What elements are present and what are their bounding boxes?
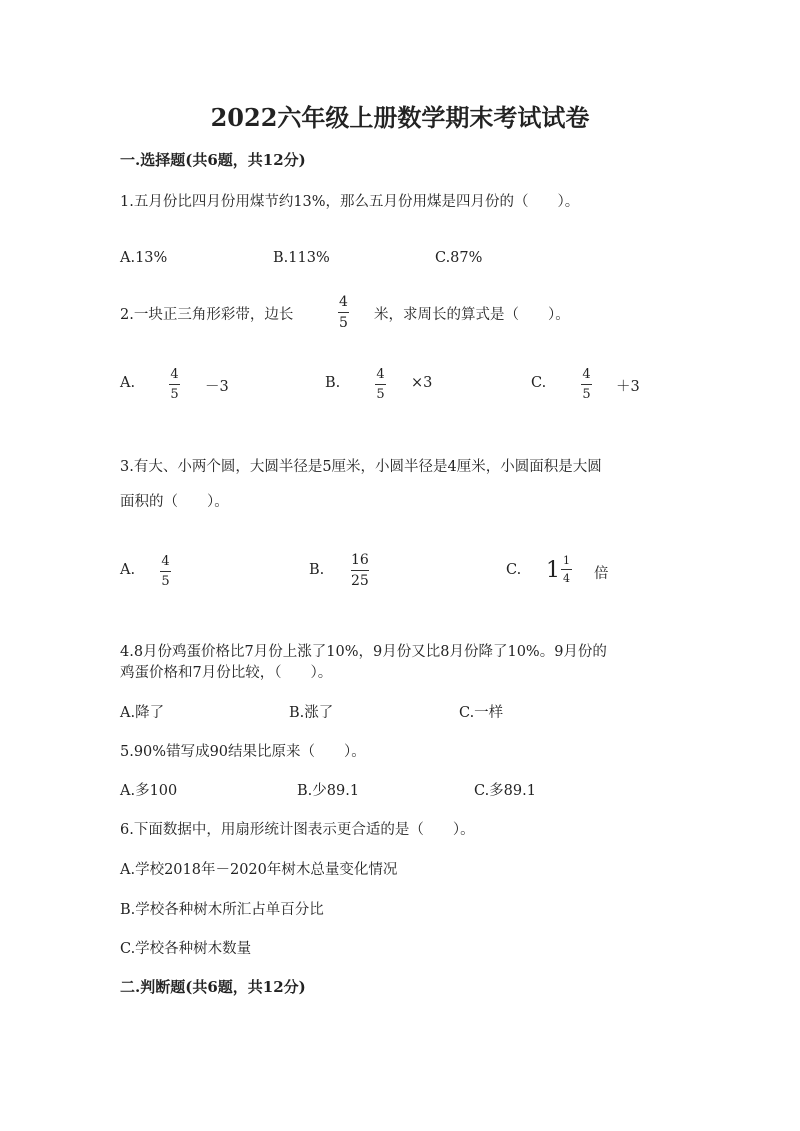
question-1-option-a: A.13% <box>120 250 168 266</box>
question-3-option-a-fraction <box>160 555 171 589</box>
question-3-line-2: 面积的（ ）。 <box>120 494 229 510</box>
question-2-option-b-operator: ×3 <box>411 375 433 391</box>
question-4-option-a: A.降了 <box>120 705 165 721</box>
question-2-stem-start: 2.一块正三角形彩带，边长 <box>120 307 294 323</box>
question-3-line-1: 3.有大、小两个圆，大圆半径是5厘米，小圆半径是4厘米，小圆面积是大圆 <box>120 459 602 475</box>
question-1-option-c: C.87% <box>435 250 483 266</box>
question-4-option-b: B.涨了 <box>289 705 334 721</box>
question-2-option-c-label: C. <box>531 375 547 391</box>
question-2-option-a-fraction <box>169 368 180 402</box>
section-heading-choice: 一.选择题(共6题，共12分) <box>120 151 306 169</box>
fraction-numerator: 4 <box>170 367 179 382</box>
fraction-numerator: 4 <box>339 294 348 310</box>
mixed-whole: 1 <box>546 557 560 583</box>
question-4-option-c: C.一样 <box>459 705 504 721</box>
question-3-option-c-label: C. <box>506 562 522 578</box>
question-3-option-b-fraction <box>351 553 369 589</box>
question-4-line-2: 鸡蛋价格和7月份比较，（ ）。 <box>120 665 333 681</box>
question-2-option-a-label: A. <box>120 375 136 391</box>
question-6-option-b: B.学校各种树木所汇占单百分比 <box>120 902 324 918</box>
fraction-numerator: 4 <box>582 367 591 382</box>
fraction-denominator: 4 <box>563 572 570 585</box>
question-1-stem: 1.五月份比四月份用煤节约13%，那么五月份用煤是四月份的（ ）。 <box>120 194 580 210</box>
fraction-denominator: 5 <box>161 574 170 589</box>
fraction-denominator: 5 <box>339 315 348 331</box>
fraction-numerator: 1 <box>563 554 570 567</box>
question-5-stem: 5.90%错写成90结果比原来（ ）。 <box>120 744 366 760</box>
fraction-denominator: 25 <box>351 573 369 589</box>
question-5-option-c: C.多89.1 <box>474 783 536 799</box>
question-2-option-a-operator: －3 <box>205 379 229 395</box>
question-2-stem-end: 米，求周长的算式是（ ）。 <box>374 307 570 323</box>
question-5-option-b: B.少89.1 <box>297 783 360 799</box>
question-3-option-c-mixed-number <box>546 555 572 585</box>
mixed-fraction <box>561 555 572 585</box>
fraction-numerator: 16 <box>351 552 369 568</box>
question-3-option-a-label: A. <box>120 562 136 578</box>
fraction-denominator: 5 <box>376 387 385 402</box>
question-6-stem: 6.下面数据中，用扇形统计图表示更合适的是（ ）。 <box>120 822 475 838</box>
fraction-denominator: 5 <box>582 387 591 402</box>
question-4-line-1: 4.8月份鸡蛋价格比7月份上涨了10%，9月份又比8月份降了10%。9月份的 <box>120 644 607 660</box>
question-2-option-b-fraction <box>375 368 386 402</box>
question-2-option-b-label: B. <box>325 375 341 391</box>
question-2-option-c-fraction <box>581 368 592 402</box>
question-6-option-a: A.学校2018年－2020年树木总量变化情况 <box>120 862 398 878</box>
question-5-option-a: A.多100 <box>120 783 178 799</box>
fraction-denominator: 5 <box>170 387 179 402</box>
question-2-option-c-operator: ＋3 <box>616 379 640 395</box>
question-1-option-b: B.113% <box>273 250 330 266</box>
question-6-option-c: C.学校各种树木数量 <box>120 941 252 957</box>
question-3-option-c-unit: 倍 <box>594 566 609 582</box>
fraction-numerator: 4 <box>376 367 385 382</box>
question-2-side-fraction <box>338 295 349 331</box>
question-3-option-b-label: B. <box>309 562 325 578</box>
page-title: 2022六年级上册数学期末考试试卷 <box>210 103 590 132</box>
section-heading-true-false: 二.判断题(共6题，共12分) <box>120 978 306 996</box>
fraction-numerator: 4 <box>161 554 170 569</box>
